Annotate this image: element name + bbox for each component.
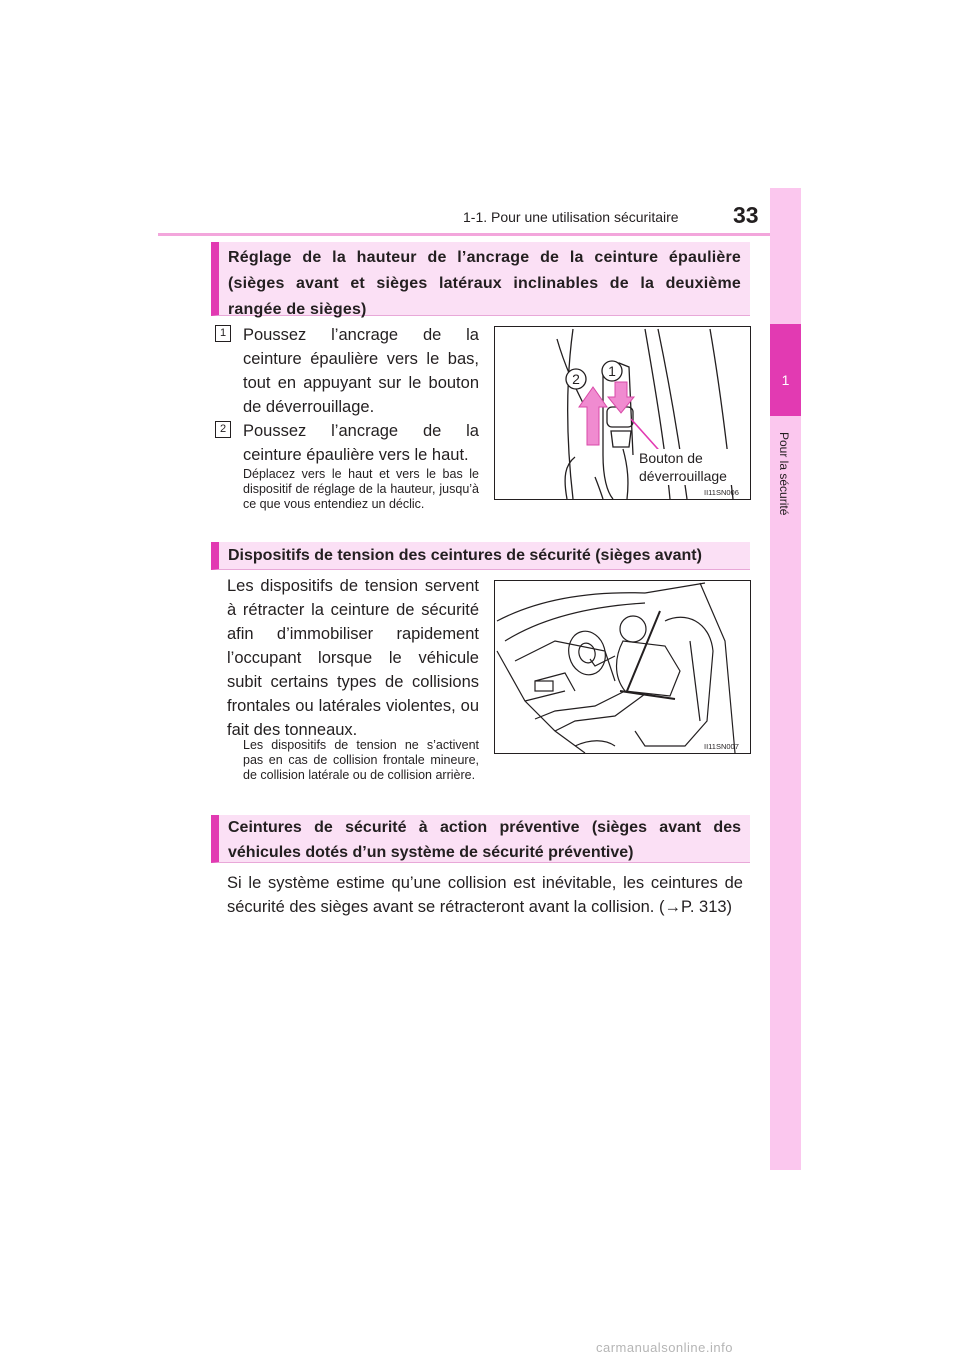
chapter-label-box	[765, 432, 805, 572]
pretensioner-paragraph: Les dispositifs de tension servent à rétracter la ceinture de sécurité afin d’immobiliser rapidement l’occupant lorsque le véhicule subit certains types de collisions frontales ou latérales violentes, ou fait des tonneaux.	[227, 577, 479, 739]
step-number-2: 2	[215, 421, 231, 438]
section-heading-pretensioners	[211, 542, 750, 570]
figure-id: II11SN007	[704, 742, 739, 751]
release-button-label: Bouton de déverrouillage	[639, 449, 739, 485]
section-heading-text: Ceintures de sécurité à action préventive (sièges avant des véhicules dotés d’un système de sécurité préventive)	[228, 819, 741, 861]
figure-shoulder-anchor	[494, 326, 751, 500]
step-text-2: Poussez l’ancrage de la ceinture épaulière vers le haut.	[243, 422, 479, 464]
chapter-number: 1	[781, 372, 790, 388]
header-rule	[158, 233, 800, 236]
figure-pretensioner	[494, 580, 751, 754]
section-heading-text: Réglage de la hauteur de l’ancrage de la ceinture épaulière (sièges avant et sièges latéraux inclinables de la deuxième rangée de sièges)	[228, 249, 741, 318]
callout-2: 2	[572, 371, 580, 387]
page-number: 33	[733, 202, 759, 228]
step-note: Déplacez vers le haut et vers le bas le dispositif de réglage de la hauteur, jusqu’à ce que vous entendiez un déclic.	[243, 467, 479, 511]
pretensioner-note: Les dispositifs de tension ne s’activent pas en cas de collision frontale mineure, de collision latérale ou de collision arrière.	[243, 738, 479, 782]
pre-crash-paragraph: Si le système estime qu’une collision est inévitable, les ceintures de sécurité des sièges avant se rétracteront avant la collision. (→P. 313)	[227, 874, 743, 916]
vehicle-occupant-illustration	[495, 581, 750, 753]
step-number-1: 1	[215, 325, 231, 342]
section-heading-shoulder-anchor	[211, 242, 750, 316]
figure-id: II11SN006	[704, 488, 739, 497]
footer-watermark: carmanualsonline.info	[596, 1340, 733, 1355]
chapter-number-box	[770, 324, 801, 416]
chapter-label: Pour la sécurité	[777, 432, 791, 516]
callout-1: 1	[608, 363, 616, 379]
step-text-1: Poussez l’ancrage de la ceinture épaulière vers le bas, tout en appuyant sur le bouton de déverrouillage.	[243, 326, 479, 416]
running-header-section: 1-1. Pour une utilisation sécuritaire	[463, 209, 679, 225]
section-heading-pre-crash-belts	[211, 815, 750, 863]
section-heading-text: Dispositifs de tension des ceintures de sécurité (sièges avant)	[228, 547, 702, 564]
